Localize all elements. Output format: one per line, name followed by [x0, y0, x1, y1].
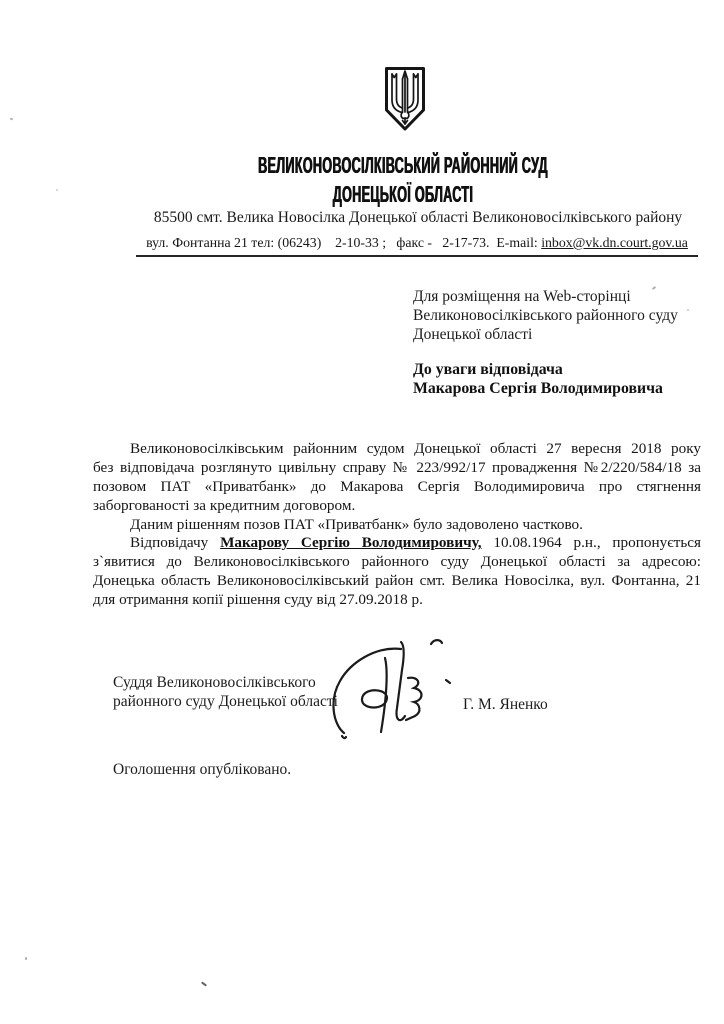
body-line: без відповідача розглянуто цивільну справу № 223/992/17 провадження №2/220/584/18 за: [93, 458, 701, 476]
publication-note: Оголошення опубліковано.: [113, 761, 292, 778]
body-line: Даним рішенням позов ПАТ «Приватбанк» було задоволено частково.: [130, 515, 583, 533]
scan-speck: [10, 118, 14, 121]
attention-line: Макарова Сергія Володимировича: [413, 380, 663, 397]
announcement-body: [93, 440, 701, 610]
web-posting-note-line: Донецької області: [413, 326, 533, 343]
email-link[interactable]: inbox@vk.dn.court.gov.ua: [541, 235, 688, 250]
contact-text: вул. Фонтанна 21 тел: (06243) 2-10-33 ; факс - 2-17-73. E-mail:: [146, 235, 542, 250]
web-posting-note-line: Великоновосілківського районного суду: [413, 307, 678, 324]
court-contact-line: [136, 235, 698, 257]
judge-signature-handwriting: [328, 636, 458, 741]
ukraine-trident-emblem-icon: [383, 66, 427, 132]
scan-speck: [25, 957, 27, 960]
body-line: заборгованості за кредитним договором.: [93, 496, 356, 514]
body-text: Відповідачу: [130, 534, 221, 552]
scan-speck: [56, 189, 58, 191]
judge-title-line2: районного суду Донецької області: [113, 693, 338, 710]
court-address: 85500 смт. Велика Новосілка Донецької області Великоновосілківського району: [153, 209, 683, 226]
scan-speck: [201, 981, 207, 986]
body-line: з`явитися до Великоновосілківського районного суду Донецької області за адресою:: [93, 553, 701, 571]
body-line: для отримання копії рішення суду від 27.09.2018 р.: [93, 591, 423, 609]
judge-title-line1: Суддя Великоновосілківського: [113, 674, 316, 691]
judge-name: Г. М. Яненко: [463, 696, 548, 713]
respondent-name-bold: Макарову Сергію Володимировичу,: [220, 534, 482, 552]
court-name-line2: ДОНЕЦЬКОЇ ОБЛАСТІ: [332, 181, 474, 207]
body-line: Великоновосілківським районним судом Донецької області 27 вересня 2018 року: [130, 440, 701, 457]
body-text: 10.08.1964 р.н., пропонується: [481, 534, 701, 552]
attention-line: До уваги відповідача: [413, 361, 563, 378]
body-line: [93, 534, 701, 553]
court-name-line1: ВЕЛИКОНОВОСІЛКІВСЬКИЙ РАЙОННИЙ СУД: [258, 152, 548, 178]
body-line: Донецька область Великоновосілківський район смт. Велика Новосілка, вул. Фонтанна, 21: [93, 572, 701, 590]
scan-speck: [687, 309, 689, 311]
body-line: позовом ПАТ «Приватбанк» до Макарова Сергія Володимировича про стягнення: [93, 477, 701, 495]
judge-title: [113, 673, 338, 711]
attention-block: [413, 360, 678, 398]
recipient-block: [413, 287, 678, 398]
web-posting-note-line: Для розміщення на Web-сторінці: [413, 288, 631, 305]
